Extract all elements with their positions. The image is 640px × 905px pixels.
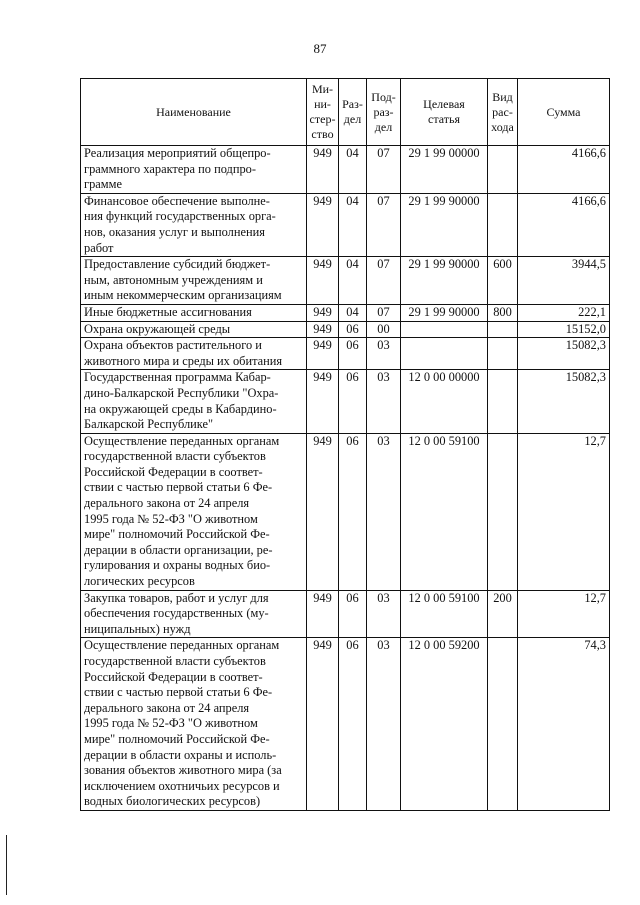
cell-expense-type: [488, 338, 518, 370]
cell-subsection: 07: [367, 304, 401, 321]
cell-expense-type: 600: [488, 257, 518, 305]
table-row: [81, 146, 610, 194]
table-row: [81, 338, 610, 370]
table-row: [81, 638, 610, 811]
cell-amount: 12,7: [518, 590, 610, 638]
cell-name-line: Российской Федерации в соответ-: [84, 464, 263, 479]
cell-name-line: государственной власти субъектов: [84, 449, 266, 464]
cell-subsection: 03: [367, 590, 401, 638]
cell-name-line: животного мира и среды их обитания: [84, 353, 283, 368]
cell-name-line: Государственная программа Кабар-: [84, 370, 271, 385]
cell-section: 04: [339, 304, 367, 321]
cell-name: [81, 590, 307, 638]
header-section: Раз- дел: [339, 79, 367, 146]
scan-edge-line: [6, 835, 7, 895]
page-number: 87: [313, 41, 327, 56]
budget-table: [80, 78, 610, 811]
table-row: [81, 257, 610, 305]
cell-target: [401, 321, 488, 338]
cell-name-line: мире" полномочий Российской Фе-: [84, 731, 270, 746]
cell-amount: 15152,0: [518, 321, 610, 338]
cell-ministry: 949: [307, 370, 339, 433]
cell-name-line: дино-Балкарской Республики "Охра-: [84, 385, 279, 400]
cell-name-line: Иные бюджетные ассигнования: [84, 304, 252, 319]
cell-amount: 4166,6: [518, 146, 610, 194]
header-expense-type: Вид рас- хода: [488, 79, 518, 146]
cell-name: [81, 638, 307, 811]
cell-target: 12 0 00 59200: [401, 638, 488, 811]
cell-expense-type: [488, 146, 518, 194]
table-body: [81, 146, 610, 811]
cell-name-line: Финансовое обеспечение выполне-: [84, 193, 270, 208]
header-amount: Сумма: [518, 79, 610, 146]
cell-name-line: ствии с частью первой статьи 6 Фе-: [84, 480, 273, 495]
cell-ministry: 949: [307, 304, 339, 321]
cell-subsection: 03: [367, 370, 401, 433]
cell-name: [81, 257, 307, 305]
cell-name-line: дерации в области охраны и исполь-: [84, 747, 277, 762]
cell-name-line: грамме: [84, 177, 122, 192]
cell-subsection: 03: [367, 338, 401, 370]
cell-ministry: 949: [307, 257, 339, 305]
cell-expense-type: [488, 638, 518, 811]
cell-subsection: 00: [367, 321, 401, 338]
header-subsection: Под- раз- дел: [367, 79, 401, 146]
cell-section: 06: [339, 321, 367, 338]
cell-name-line: граммного характера по подпро-: [84, 161, 256, 176]
cell-name-line: ным, автономным учреждениям и: [84, 272, 263, 287]
cell-target: 12 0 00 00000: [401, 370, 488, 433]
cell-name: [81, 433, 307, 590]
cell-name-line: Закупка товаров, работ и услуг для: [84, 590, 269, 605]
cell-subsection: 07: [367, 193, 401, 256]
cell-name: [81, 193, 307, 256]
cell-ministry: 949: [307, 338, 339, 370]
cell-name-line: ниципальных) нужд: [84, 621, 191, 636]
cell-name-line: логических ресурсов: [84, 574, 195, 589]
cell-name-line: Предоставление субсидий бюджет-: [84, 257, 271, 272]
cell-expense-type: [488, 370, 518, 433]
cell-name-line: Охрана объектов растительного и: [84, 338, 262, 353]
cell-name: [81, 321, 307, 338]
cell-section: 06: [339, 590, 367, 638]
cell-name-line: Реализация мероприятий общепро-: [84, 146, 271, 160]
table-row: [81, 321, 610, 338]
cell-expense-type: [488, 193, 518, 256]
cell-name-line: зования объектов животного мира (за: [84, 763, 282, 778]
table-row: [81, 370, 610, 433]
header-target: Целевая статья: [401, 79, 488, 146]
cell-amount: 15082,3: [518, 370, 610, 433]
cell-section: 06: [339, 338, 367, 370]
cell-section: 06: [339, 433, 367, 590]
cell-expense-type: [488, 433, 518, 590]
cell-name-line: Российской Федерации в соответ-: [84, 669, 263, 684]
cell-target: [401, 338, 488, 370]
cell-name-line: водных биологических ресурсов): [84, 794, 261, 809]
cell-name-line: Осуществление переданных органам: [84, 638, 280, 653]
table-row: [81, 304, 610, 321]
cell-name-line: 1995 года № 52-ФЗ "О животном: [84, 716, 258, 731]
header-ministry: Ми- ни- стер- ство: [307, 79, 339, 146]
cell-target: 29 1 99 00000: [401, 146, 488, 194]
cell-name-line: 1995 года № 52-ФЗ "О животном: [84, 511, 258, 526]
table-row: [81, 433, 610, 590]
cell-subsection: 03: [367, 638, 401, 811]
cell-name: [81, 304, 307, 321]
cell-ministry: 949: [307, 433, 339, 590]
cell-name: [81, 370, 307, 433]
cell-target: 29 1 99 90000: [401, 304, 488, 321]
header-row: [81, 79, 610, 146]
cell-amount: 4166,6: [518, 193, 610, 256]
cell-subsection: 03: [367, 433, 401, 590]
cell-target: 12 0 00 59100: [401, 590, 488, 638]
cell-section: 04: [339, 146, 367, 194]
cell-name-line: работ: [84, 240, 114, 255]
cell-target: 12 0 00 59100: [401, 433, 488, 590]
cell-name-line: Охрана окружающей среды: [84, 321, 231, 336]
cell-subsection: 07: [367, 146, 401, 194]
cell-target: 29 1 99 90000: [401, 257, 488, 305]
cell-section: 06: [339, 638, 367, 811]
cell-ministry: 949: [307, 193, 339, 256]
cell-amount: 15082,3: [518, 338, 610, 370]
cell-section: 04: [339, 193, 367, 256]
cell-target: 29 1 99 90000: [401, 193, 488, 256]
cell-name: [81, 146, 307, 194]
cell-name-line: ния функций государственных орга-: [84, 209, 276, 224]
cell-expense-type: [488, 321, 518, 338]
cell-amount: 12,7: [518, 433, 610, 590]
cell-ministry: 949: [307, 321, 339, 338]
cell-name-line: мире" полномочий Российской Фе-: [84, 527, 270, 542]
cell-expense-type: 200: [488, 590, 518, 638]
table-row: [81, 590, 610, 638]
table-row: [81, 193, 610, 256]
cell-name-line: Осуществление переданных органам: [84, 433, 280, 448]
cell-amount: 74,3: [518, 638, 610, 811]
cell-name-line: ствии с частью первой статьи 6 Фе-: [84, 685, 273, 700]
cell-name: [81, 338, 307, 370]
cell-name-line: гулирования и охраны водных био-: [84, 558, 271, 573]
cell-name-line: дерального закона от 24 апреля: [84, 496, 250, 511]
cell-section: 06: [339, 370, 367, 433]
cell-name-line: дерального закона от 24 апреля: [84, 700, 250, 715]
cell-amount: 3944,5: [518, 257, 610, 305]
cell-name-line: обеспечения государственных (му-: [84, 606, 269, 621]
cell-name-line: на окружающей среды в Кабардино-: [84, 401, 277, 416]
cell-name-line: нов, оказания услуг и выполнения: [84, 224, 265, 239]
cell-ministry: 949: [307, 146, 339, 194]
cell-name-line: исключением охотничьих ресурсов и: [84, 778, 280, 793]
cell-subsection: 07: [367, 257, 401, 305]
cell-name-line: государственной власти субъектов: [84, 654, 266, 668]
header-name: Наименование: [81, 79, 307, 146]
cell-section: 04: [339, 257, 367, 305]
cell-ministry: 949: [307, 638, 339, 811]
cell-amount: 222,1: [518, 304, 610, 321]
cell-name-line: Балкарской Республике": [84, 417, 214, 432]
cell-expense-type: 800: [488, 304, 518, 321]
cell-name-line: иным некоммерческим организациям: [84, 288, 282, 303]
cell-ministry: 949: [307, 590, 339, 638]
cell-name-line: дерации в области организации, ре-: [84, 542, 273, 557]
